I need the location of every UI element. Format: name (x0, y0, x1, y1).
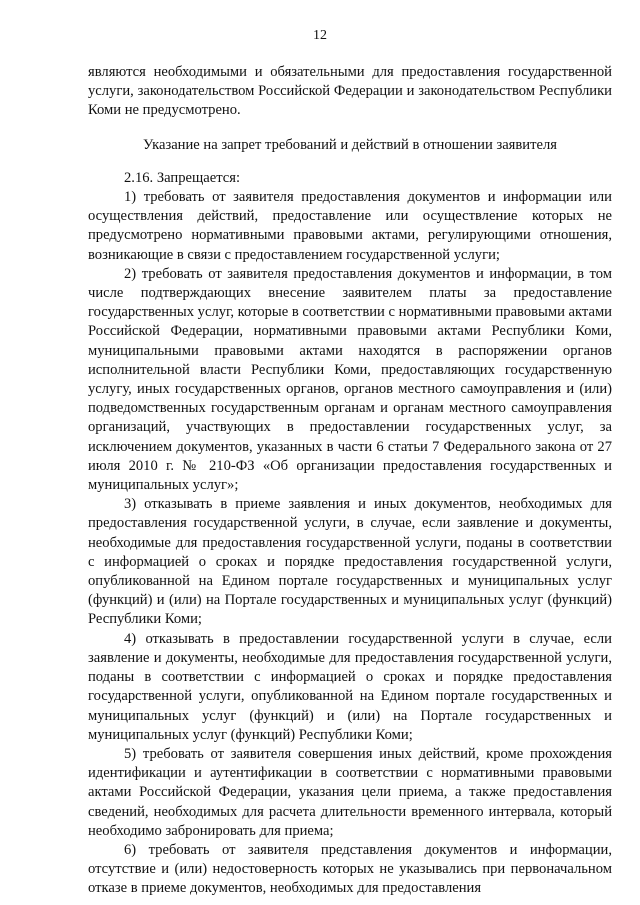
document-body (88, 63, 612, 899)
clause-item-5: 5) требовать от заявителя совершения иных действий, кроме прохождения идентификации и аутентификации в соответствии с нормативными правовыми актами Российской Федерации, указания цели приема, а также предоставления сведений, необходимых для расчета длительности временного интервала, который необходимо забронировать для приема; (88, 745, 612, 839)
page-number: 12 (313, 28, 327, 43)
clause-item-4: 4) отказывать в предоставлении государственной услуги в случае, если заявление и документы, необходимые для предоставления государственной услуги, поданы в соответствии с информацией о сроках и порядке предоставления государственной услуги, опубликованной на Едином портале государственных и муниципальных услуг (функций) и (или) на Портале государственных и муниципальных услуг (функций) Республики Коми; (88, 630, 612, 743)
clause-item-1: 1) требовать от заявителя предоставления документов и информации или осуществления действий, предоставление или осуществление которых не предусмотрено нормативными правовыми актами, регулирующими отношения, возникающие в связи с предоставлением государственной услуги; (88, 189, 612, 263)
intro-paragraph: являются необходимыми и обязательными для предоставления государственной услуги, законодательством Российской Федерации и законодательством Республики Коми не предусмотрено. (88, 64, 612, 119)
clause-lead: 2.16. Запрещается: (124, 169, 241, 186)
section-heading: Указание на запрет требований и действий в отношении заявителя (143, 136, 557, 153)
clause-item-2: 2) требовать от заявителя предоставления документов и информации, в том числе подтверждающих внесение заявителем платы за предоставление государственных услуг, которые в соответствии с нормативными правовыми актами Российской Федерации, нормативными правовыми актами Республики Коми, муниципальными правовыми актами находятся в распоряжении органов исполнительной власти Республики Коми, предоставляющих государственную услугу, иных государственных органов, органов местного самоуправления и (или) подведомственных государственным органам и органам местного самоуправления организаций, участвующих в предоставлении государственных услуг, за исключением документов, указанных в части 6 статьи 7 Федерального закона от 27 июля 2010 г. № 210-ФЗ «Об организации предоставления государственных и муниципальных услуг»; (88, 265, 612, 494)
clause-item-3: 3) отказывать в приеме заявления и иных документов, необходимых для предоставления государственной услуги, в случае, если заявление и документы, необходимые для предоставления государственной услуги, поданы в соответствии с информацией о сроках и порядке предоставления государственной услуги, опубликованной на Едином портале государственных и муниципальных услуг (функций) и (или) на Портале государственных и муниципальных услуг (функций) Республики Коми; (88, 496, 612, 628)
clause-item-6: 6) требовать от заявителя представления документов и информации, отсутствие и (или) недостоверность которых не указывались при первоначальном отказе в приеме документов, необходимых для предоставления (88, 841, 612, 897)
